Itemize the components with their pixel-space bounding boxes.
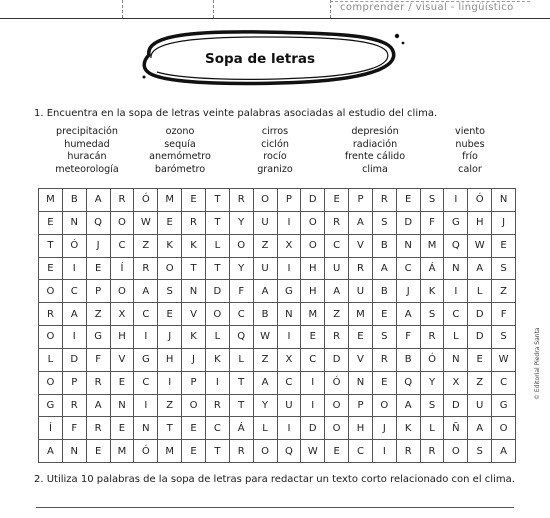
subject-tag: comprender / visual - lingüístico xyxy=(340,2,514,13)
grid-cell[interactable]: O xyxy=(373,395,397,418)
grid-cell[interactable]: T xyxy=(206,189,230,212)
grid-cell[interactable]: N xyxy=(111,395,135,418)
grid-cell[interactable]: G xyxy=(492,395,516,418)
grid-cell[interactable]: D xyxy=(444,395,468,418)
grid-cell[interactable]: O xyxy=(492,417,516,440)
grid-cell[interactable]: S xyxy=(373,326,397,349)
grid-cell[interactable]: Y xyxy=(230,258,254,281)
grid-cell[interactable]: N xyxy=(444,349,468,372)
word-bank-item: granizo xyxy=(257,163,293,175)
grid-cell[interactable]: O xyxy=(325,395,349,418)
grid-cell[interactable]: O xyxy=(111,280,135,303)
grid-cell[interactable]: B xyxy=(397,349,421,372)
grid-cell[interactable]: I xyxy=(278,326,302,349)
grid-cell[interactable]: R xyxy=(421,440,445,463)
grid-cell[interactable]: K xyxy=(182,326,206,349)
grid-cell[interactable]: M xyxy=(111,440,135,463)
grid-cell[interactable]: Ó xyxy=(421,349,445,372)
grid-cell[interactable]: D xyxy=(206,280,230,303)
grid-cell[interactable]: O xyxy=(39,326,63,349)
grid-cell[interactable]: T xyxy=(182,258,206,281)
word-bank-item: nubes xyxy=(455,138,485,150)
grid-cell[interactable]: L xyxy=(230,349,254,372)
grid-cell[interactable]: P xyxy=(63,372,87,395)
grid-cell[interactable]: Q xyxy=(230,326,254,349)
grid-cell[interactable]: Y xyxy=(421,372,445,395)
grid-cell[interactable]: K xyxy=(397,417,421,440)
grid-cell[interactable]: A xyxy=(397,395,421,418)
instruction-1: 1. Encuentra en la sopa de letras veinte palabras asociadas al estudio del clima. xyxy=(34,108,438,119)
grid-cell[interactable]: S xyxy=(492,326,516,349)
grid-cell[interactable]: C xyxy=(325,235,349,258)
grid-cell[interactable]: A xyxy=(325,280,349,303)
grid-cell[interactable]: H xyxy=(158,349,182,372)
word-search-grid xyxy=(38,188,516,463)
grid-cell[interactable]: R xyxy=(230,440,254,463)
grid-cell[interactable]: A xyxy=(134,280,158,303)
grid-cell[interactable]: C xyxy=(134,303,158,326)
grid-cell[interactable]: Q xyxy=(397,372,421,395)
grid-cell[interactable]: I xyxy=(134,326,158,349)
word-bank-item: ozono xyxy=(165,126,195,137)
grid-cell[interactable]: E xyxy=(397,189,421,212)
grid-cell[interactable]: C xyxy=(63,280,87,303)
grid-cell[interactable]: R xyxy=(182,212,206,235)
grid-cell[interactable]: I xyxy=(134,395,158,418)
header-divider xyxy=(330,0,331,18)
grid-cell[interactable]: Z xyxy=(134,235,158,258)
grid-cell[interactable]: J xyxy=(182,349,206,372)
grid-cell[interactable]: C xyxy=(349,440,373,463)
grid-cell[interactable]: A xyxy=(87,395,111,418)
grid-cell[interactable]: G xyxy=(134,349,158,372)
grid-cell[interactable]: Z xyxy=(492,280,516,303)
grid-cell[interactable]: E xyxy=(301,326,325,349)
grid-cell[interactable]: O xyxy=(301,235,325,258)
grid-cell[interactable]: S xyxy=(373,212,397,235)
grid-cell[interactable]: R xyxy=(349,258,373,281)
word-bank-item: meteorología xyxy=(55,163,119,175)
grid-cell[interactable]: A xyxy=(39,440,63,463)
word-bank-item: anemómetro xyxy=(149,151,211,162)
grid-cell[interactable]: U xyxy=(468,395,492,418)
grid-cell[interactable]: W xyxy=(254,326,278,349)
grid-cell[interactable]: U xyxy=(254,212,278,235)
grid-cell[interactable]: O xyxy=(39,280,63,303)
grid-cell[interactable]: E xyxy=(492,235,516,258)
grid-cell[interactable]: X xyxy=(444,372,468,395)
word-bank-item: precipitación xyxy=(56,126,118,137)
grid-cell[interactable]: O xyxy=(182,395,206,418)
grid-cell[interactable]: E xyxy=(373,372,397,395)
grid-cell[interactable]: O xyxy=(301,212,325,235)
grid-cell[interactable]: A xyxy=(254,280,278,303)
grid-cell[interactable]: Z xyxy=(158,395,182,418)
grid-cell[interactable]: E xyxy=(111,417,135,440)
grid-cell[interactable]: W xyxy=(468,235,492,258)
grid-cell[interactable]: T xyxy=(39,235,63,258)
grid-cell[interactable]: F xyxy=(397,326,421,349)
grid-cell[interactable]: S xyxy=(158,280,182,303)
grid-cell[interactable]: J xyxy=(492,212,516,235)
grid-cell[interactable]: O xyxy=(39,372,63,395)
grid-cell[interactable]: E xyxy=(39,212,63,235)
grid-cell[interactable]: C xyxy=(397,258,421,281)
grid-cell[interactable]: A xyxy=(468,258,492,281)
grid-cell[interactable]: M xyxy=(349,303,373,326)
grid-cell[interactable]: M xyxy=(158,189,182,212)
word-bank-item: rocío xyxy=(263,151,287,162)
grid-cell[interactable]: Í xyxy=(39,417,63,440)
grid-cell[interactable]: C xyxy=(301,349,325,372)
grid-cell[interactable]: D xyxy=(301,189,325,212)
grid-cell[interactable]: H xyxy=(468,212,492,235)
word-bank-item: humedad xyxy=(64,138,110,150)
grid-cell[interactable]: H xyxy=(301,258,325,281)
grid-cell[interactable]: L xyxy=(39,349,63,372)
grid-cell[interactable]: N xyxy=(63,212,87,235)
grid-cell[interactable]: C xyxy=(278,372,302,395)
grid-cell[interactable]: H xyxy=(301,280,325,303)
grid-cell[interactable]: L xyxy=(468,280,492,303)
grid-cell[interactable]: F xyxy=(63,417,87,440)
grid-cell[interactable]: T xyxy=(158,417,182,440)
grid-cell[interactable]: B xyxy=(63,189,87,212)
grid-cell[interactable]: S xyxy=(421,395,445,418)
grid-cell[interactable]: E xyxy=(87,258,111,281)
grid-cell[interactable]: A xyxy=(349,212,373,235)
word-bank-item: clima xyxy=(362,163,388,175)
grid-cell[interactable]: M xyxy=(158,440,182,463)
grid-cell[interactable]: O xyxy=(254,440,278,463)
grid-cell[interactable]: T xyxy=(206,258,230,281)
grid-cell[interactable]: I xyxy=(63,326,87,349)
grid-cell[interactable]: G xyxy=(444,212,468,235)
grid-cell[interactable]: T xyxy=(206,212,230,235)
grid-cell[interactable]: V xyxy=(111,349,135,372)
grid-cell[interactable]: G xyxy=(87,326,111,349)
title-frame xyxy=(135,25,415,90)
grid-cell[interactable]: F xyxy=(492,303,516,326)
grid-cell[interactable]: P xyxy=(278,189,302,212)
grid-cell[interactable]: E xyxy=(111,372,135,395)
grid-cell[interactable]: W xyxy=(134,212,158,235)
grid-cell[interactable]: A xyxy=(254,372,278,395)
grid-cell[interactable]: L xyxy=(254,417,278,440)
grid-cell[interactable]: E xyxy=(468,349,492,372)
word-bank-item: sequía xyxy=(164,138,196,150)
grid-cell[interactable]: I xyxy=(158,372,182,395)
grid-cell[interactable]: F xyxy=(87,349,111,372)
grid-cell[interactable]: X xyxy=(111,303,135,326)
grid-cell[interactable]: C xyxy=(111,235,135,258)
grid-cell[interactable]: J xyxy=(158,326,182,349)
grid-cell[interactable]: Ñ xyxy=(444,417,468,440)
grid-cell[interactable]: Z xyxy=(87,303,111,326)
grid-cell[interactable]: Á xyxy=(230,417,254,440)
grid-cell[interactable]: E xyxy=(182,189,206,212)
grid-cell[interactable]: I xyxy=(278,212,302,235)
grid-cell[interactable]: K xyxy=(421,280,445,303)
word-bank-item: frente cálido xyxy=(344,151,406,162)
grid-cell[interactable]: R xyxy=(421,326,445,349)
grid-cell[interactable]: M xyxy=(39,189,63,212)
grid-cell[interactable]: I xyxy=(278,258,302,281)
grid-cell[interactable]: Ó xyxy=(468,189,492,212)
grid-cell[interactable]: Í xyxy=(111,258,135,281)
grid-cell[interactable]: I xyxy=(63,258,87,281)
grid-cell[interactable]: C xyxy=(444,303,468,326)
grid-cell[interactable]: N xyxy=(397,235,421,258)
grid-cell[interactable]: W xyxy=(492,349,516,372)
grid-cell[interactable]: Ó xyxy=(325,372,349,395)
page-title: Sopa de letras xyxy=(204,51,316,67)
grid-cell[interactable]: D xyxy=(301,417,325,440)
grid-cell[interactable]: A xyxy=(87,189,111,212)
grid-cell[interactable]: E xyxy=(325,189,349,212)
grid-cell[interactable]: A xyxy=(63,303,87,326)
grid-cell[interactable]: Z xyxy=(468,372,492,395)
grid-cell[interactable]: I xyxy=(444,280,468,303)
grid-cell[interactable]: D xyxy=(468,326,492,349)
grid-cell[interactable]: B xyxy=(254,303,278,326)
grid-cell[interactable]: S xyxy=(468,440,492,463)
grid-cell[interactable]: Ó xyxy=(63,235,87,258)
grid-cell[interactable]: Á xyxy=(421,258,445,281)
grid-cell[interactable]: R xyxy=(134,258,158,281)
grid-cell[interactable]: I xyxy=(301,395,325,418)
grid-cell[interactable]: Z xyxy=(325,303,349,326)
word-bank xyxy=(30,126,520,181)
grid-cell[interactable]: O xyxy=(254,189,278,212)
grid-cell[interactable]: H xyxy=(349,417,373,440)
grid-cell[interactable]: U xyxy=(254,258,278,281)
header-rule xyxy=(0,18,550,19)
grid-cell[interactable]: R xyxy=(39,303,63,326)
grid-cell[interactable]: C xyxy=(206,417,230,440)
grid-cell[interactable]: R xyxy=(373,189,397,212)
grid-cell[interactable]: U xyxy=(325,258,349,281)
grid-cell[interactable]: I xyxy=(444,189,468,212)
grid-cell[interactable]: J xyxy=(373,417,397,440)
grid-cell[interactable]: B xyxy=(373,280,397,303)
grid-cell[interactable]: A xyxy=(492,440,516,463)
grid-cell[interactable]: C xyxy=(230,303,254,326)
grid-cell[interactable]: G xyxy=(39,395,63,418)
grid-cell[interactable]: R xyxy=(373,349,397,372)
header-strip xyxy=(0,0,550,20)
grid-cell[interactable]: C xyxy=(134,372,158,395)
grid-cell[interactable]: E xyxy=(158,303,182,326)
grid-cell[interactable]: R xyxy=(87,417,111,440)
grid-cell[interactable]: T xyxy=(230,372,254,395)
word-bank-item: ciclón xyxy=(261,138,289,150)
grid-cell[interactable]: Z xyxy=(254,235,278,258)
grid-cell[interactable]: R xyxy=(206,395,230,418)
grid-cell[interactable]: A xyxy=(397,303,421,326)
publisher-credit: © Editorial Piedra Santa xyxy=(534,327,541,400)
grid-cell[interactable]: D xyxy=(63,349,87,372)
grid-cell[interactable]: K xyxy=(182,235,206,258)
grid-cell[interactable]: S xyxy=(421,303,445,326)
grid-cell[interactable]: E xyxy=(349,326,373,349)
word-bank-item: cirros xyxy=(261,126,289,137)
grid-cell[interactable]: K xyxy=(206,349,230,372)
grid-cell[interactable]: A xyxy=(373,258,397,281)
grid-cell[interactable]: L xyxy=(421,417,445,440)
grid-cell[interactable]: O xyxy=(444,440,468,463)
grid-cell[interactable]: H xyxy=(111,326,135,349)
grid-cell[interactable]: F xyxy=(230,280,254,303)
grid-cell[interactable]: E xyxy=(373,303,397,326)
word-bank-item: huracán xyxy=(67,151,107,162)
grid-cell[interactable]: D xyxy=(397,212,421,235)
grid-cell[interactable]: G xyxy=(278,280,302,303)
grid-cell[interactable]: Z xyxy=(254,349,278,372)
grid-cell[interactable]: O xyxy=(230,235,254,258)
header-divider xyxy=(122,0,123,18)
grid-cell[interactable]: D xyxy=(468,303,492,326)
grid-cell[interactable]: J xyxy=(397,280,421,303)
grid-cell[interactable]: Y xyxy=(254,395,278,418)
grid-cell[interactable]: I xyxy=(373,440,397,463)
grid-cell[interactable]: J xyxy=(87,235,111,258)
grid-cell[interactable]: P xyxy=(349,189,373,212)
grid-cell[interactable]: A xyxy=(468,417,492,440)
grid-cell[interactable]: W xyxy=(301,440,325,463)
grid-cell[interactable]: T xyxy=(230,395,254,418)
grid-cell[interactable]: E xyxy=(39,258,63,281)
grid-cell[interactable]: L xyxy=(444,326,468,349)
word-bank-item: calor xyxy=(458,163,482,175)
instruction-2: 2. Utiliza 10 palabras de la sopa de letras para redactar un texto corto relacionado con el clima. xyxy=(34,474,515,485)
grid-cell[interactable]: N xyxy=(182,280,206,303)
grid-cell[interactable]: C xyxy=(492,372,516,395)
grid-cell[interactable]: Ó xyxy=(134,189,158,212)
grid-cell[interactable]: E xyxy=(325,440,349,463)
header-divider xyxy=(213,0,214,18)
grid-cell[interactable]: Q xyxy=(87,212,111,235)
grid-cell[interactable]: R xyxy=(111,189,135,212)
word-bank-item: depresión xyxy=(351,126,399,137)
grid-cell[interactable]: Ó xyxy=(134,440,158,463)
grid-cell[interactable]: E xyxy=(182,440,206,463)
grid-cell[interactable]: X xyxy=(278,235,302,258)
grid-cell[interactable]: F xyxy=(421,212,445,235)
grid-cell[interactable]: V xyxy=(182,303,206,326)
grid-cell[interactable]: I xyxy=(278,417,302,440)
grid-cell[interactable]: B xyxy=(373,235,397,258)
grid-cell[interactable]: P xyxy=(87,280,111,303)
word-bank-item: frío xyxy=(462,151,478,162)
grid-cell[interactable]: U xyxy=(349,280,373,303)
grid-cell[interactable]: E xyxy=(182,417,206,440)
grid-cell[interactable]: R xyxy=(230,189,254,212)
grid-cell[interactable]: M xyxy=(421,235,445,258)
grid-cell[interactable]: I xyxy=(301,372,325,395)
grid-cell[interactable]: M xyxy=(301,303,325,326)
word-bank-item: viento xyxy=(455,126,485,137)
grid-cell[interactable]: P xyxy=(349,395,373,418)
grid-cell[interactable]: O xyxy=(325,417,349,440)
grid-cell[interactable]: N xyxy=(444,258,468,281)
grid-cell[interactable]: O xyxy=(158,258,182,281)
grid-cell[interactable]: R xyxy=(325,212,349,235)
grid-cell[interactable]: R xyxy=(87,372,111,395)
grid-cell[interactable]: Q xyxy=(278,440,302,463)
grid-cell[interactable]: N xyxy=(134,417,158,440)
grid-cell[interactable]: L xyxy=(206,235,230,258)
grid-cell[interactable]: E xyxy=(87,440,111,463)
grid-cell[interactable]: O xyxy=(206,303,230,326)
grid-cell[interactable]: N xyxy=(349,372,373,395)
grid-cell[interactable]: I xyxy=(206,372,230,395)
grid-cell[interactable]: N xyxy=(492,189,516,212)
grid-cell[interactable]: S xyxy=(421,189,445,212)
answer-line[interactable] xyxy=(36,507,514,508)
grid-cell[interactable]: R xyxy=(63,395,87,418)
grid-cell[interactable]: R xyxy=(325,326,349,349)
grid-cell[interactable]: V xyxy=(349,349,373,372)
grid-cell[interactable]: S xyxy=(492,258,516,281)
grid-cell[interactable]: P xyxy=(182,372,206,395)
grid-cell[interactable]: L xyxy=(206,326,230,349)
word-bank-item: radiación xyxy=(352,138,398,150)
grid-cell[interactable]: N xyxy=(63,440,87,463)
grid-cell[interactable]: R xyxy=(397,440,421,463)
grid-cell[interactable]: D xyxy=(325,349,349,372)
word-bank-item: barómetro xyxy=(154,163,206,175)
grid-cell[interactable]: O xyxy=(111,212,135,235)
grid-cell[interactable]: E xyxy=(158,212,182,235)
grid-cell[interactable]: X xyxy=(278,349,302,372)
grid-cell[interactable]: Y xyxy=(230,212,254,235)
grid-cell[interactable]: U xyxy=(278,395,302,418)
grid-cell[interactable]: K xyxy=(158,235,182,258)
grid-cell[interactable]: V xyxy=(349,235,373,258)
grid-cell[interactable]: N xyxy=(278,303,302,326)
grid-cell[interactable]: T xyxy=(206,440,230,463)
grid-cell[interactable]: Q xyxy=(444,235,468,258)
